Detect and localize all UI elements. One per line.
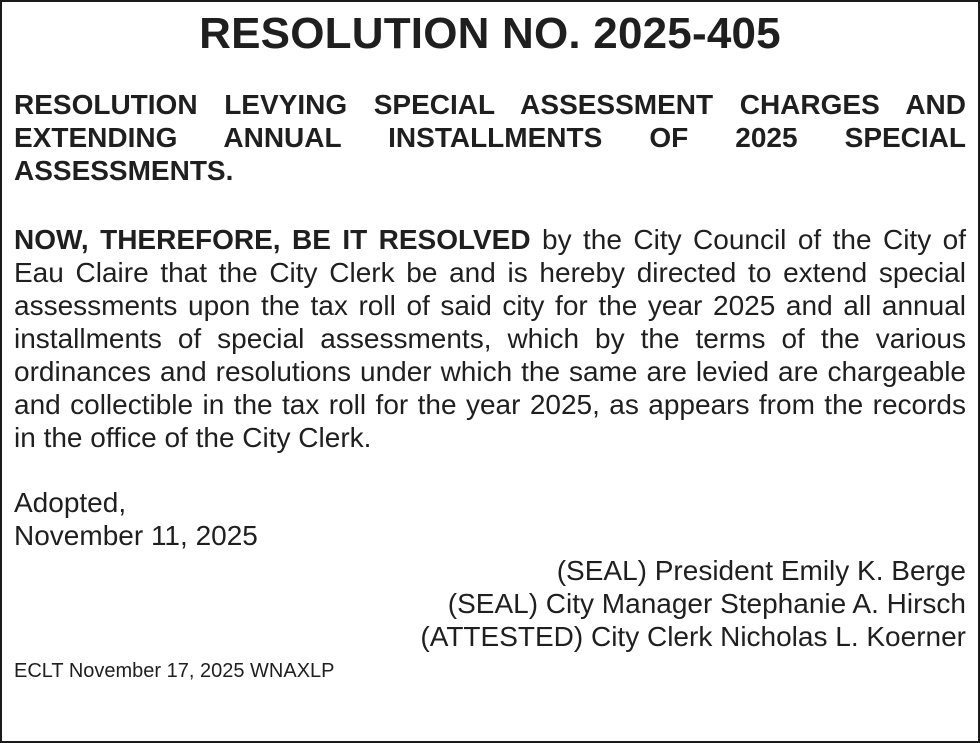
- adopted-block: [14, 486, 966, 552]
- resolution-body: [14, 223, 966, 454]
- signature-block: [14, 554, 966, 653]
- publication-footer: ECLT November 17, 2025 WNAXLP: [14, 660, 335, 682]
- resolution-subtitle: RESOLUTION LEVYING SPECIAL ASSESSMENT CHARGES AND EXTENDING ANNUAL INSTALLMENTS OF 2025 SPECIAL ASSESSMENTS.: [14, 89, 966, 186]
- signature-city-manager: (SEAL) City Manager Stephanie A. Hirsch: [447, 588, 966, 619]
- resolution-title: RESOLUTION NO. 2025-405: [199, 9, 781, 58]
- resolved-body-text: by the City Council of the City of Eau Claire that the City Clerk be and is hereby directed to extend special assessments upon the tax roll of said city for the year 2025 and all annual installments of special assessments, which by the terms of the various ordinances and resolutions under which the same are levied are chargeable and collectible in the tax roll for the year 2025, as appears from the records in the office of the City Clerk.: [14, 224, 966, 453]
- adopted-date: November 11, 2025: [14, 520, 258, 551]
- signature-president: (SEAL) President Emily K. Berge: [556, 555, 966, 586]
- adopted-label: Adopted,: [14, 487, 127, 518]
- signature-city-clerk: (ATTESTED) City Clerk Nicholas L. Koerner: [420, 621, 966, 652]
- resolved-lead: NOW, THEREFORE, BE IT RESOLVED: [14, 224, 531, 255]
